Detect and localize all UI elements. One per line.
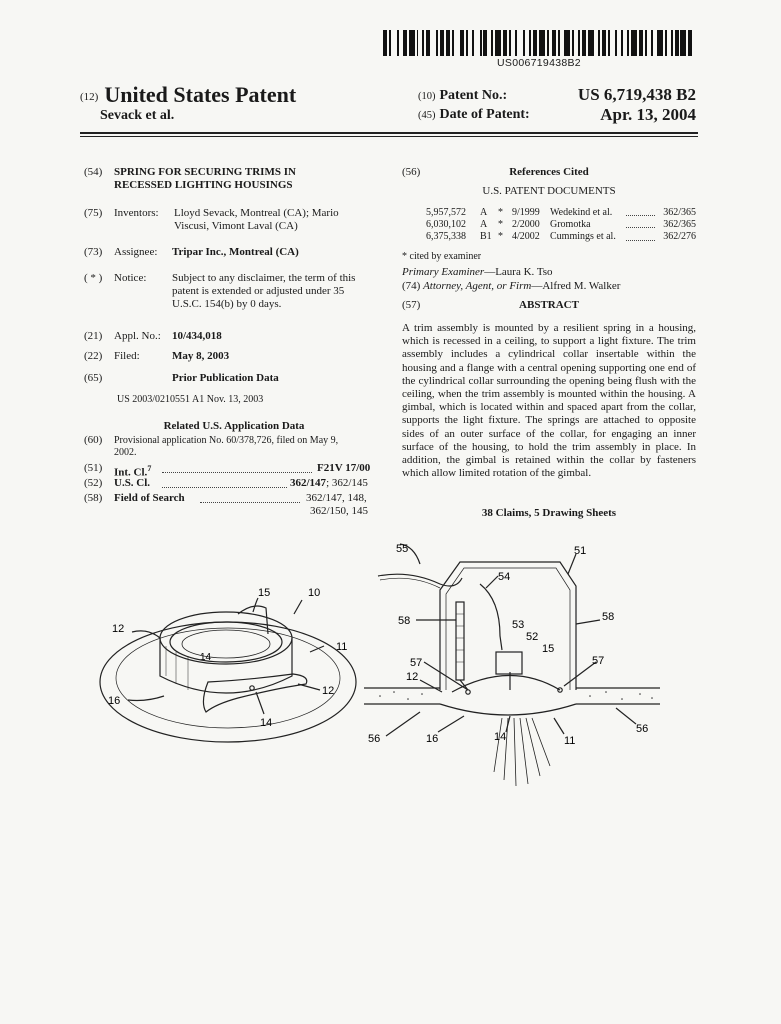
reference-number: 5,957,572 (426, 207, 466, 218)
inid-code-56: (56) (402, 166, 421, 178)
label-14-lower: 14 (260, 717, 273, 729)
int-cl-value: F21V 17/00 (317, 462, 371, 474)
date-of-patent: Apr. 13, 2004 (600, 105, 696, 124)
cited-by-examiner-note: * cited by examiner (402, 251, 482, 262)
label-51: 51 (574, 545, 587, 557)
leader-dots (162, 477, 287, 488)
leader-58-right (576, 620, 600, 624)
reference-date: 4/2002 (512, 231, 540, 243)
us-patent-documents-heading: U.S. PATENT DOCUMENTS (482, 185, 616, 197)
label-56-right: 56 (636, 723, 649, 735)
header-rule-thin (80, 136, 698, 137)
leader-12b (298, 684, 320, 690)
label-57-right: 57 (592, 655, 605, 667)
leader-dots (626, 219, 655, 228)
label-14: 14 (494, 731, 507, 743)
lamp-socket (496, 652, 522, 674)
attorney-agent: (74) Attorney, Agent, or Firm—Alfred M. Walker (402, 280, 621, 292)
label-12-lower: 12 (322, 685, 335, 697)
inventors-line1: Lloyd Sevack, Montreal (CA); Mario (174, 207, 339, 219)
assignee: Tripar Inc., Montreal (CA) (172, 246, 299, 258)
label-12: 12 (112, 623, 125, 635)
field-of-search-line1: 362/147, 148, (306, 492, 367, 504)
leader-15 (253, 598, 258, 612)
reference-class: 362/365 (663, 207, 696, 218)
leader-16 (438, 716, 464, 732)
label-58-right: 58 (602, 611, 615, 623)
us-cl-secondary: ; 362/145 (326, 477, 368, 489)
reference-class: 362/276 (663, 231, 696, 243)
label-15: 15 (542, 643, 555, 655)
invention-title-line2: RECESSED LIGHTING HOUSINGS (114, 179, 293, 191)
fastener-hole (250, 686, 254, 690)
flange-inner-edge (116, 628, 340, 728)
label-14: 14 (200, 652, 212, 663)
reference-number: 6,030,102 (426, 219, 466, 231)
wire-54 (480, 584, 502, 650)
reference-class: 362/365 (663, 219, 696, 231)
collar-wall (160, 638, 292, 693)
housing-section-figure (360, 540, 670, 830)
label-57-left: 57 (410, 657, 423, 669)
leader-11 (554, 718, 564, 734)
leader-51 (568, 554, 576, 574)
notice-line2: patent is extended or adjusted under 35 (172, 285, 345, 297)
leader-12 (420, 680, 442, 692)
invention-title-line1: SPRING FOR SECURING TRIMS IN (114, 166, 296, 178)
label-16: 16 (108, 695, 121, 707)
leader-56-right (616, 708, 636, 724)
leader-14b (256, 692, 264, 714)
field-of-search-line2: 362/150, 145 (310, 505, 369, 517)
leader-16 (128, 696, 164, 701)
patent-title-heading (80, 82, 296, 108)
label-52: 52 (526, 631, 539, 643)
references-heading: References Cited (509, 166, 589, 178)
reference-row (426, 231, 696, 243)
reference-star: * (498, 231, 503, 243)
label-11: 11 (336, 641, 348, 653)
prior-publication: US 2003/0210551 A1 Nov. 13, 2003 (117, 394, 264, 405)
label-58-left: 58 (398, 615, 411, 627)
filing-date: May 8, 2003 (172, 350, 230, 362)
inventors-line2: Viscusi, Vimont Laval (CA) (174, 220, 298, 232)
reference-row (426, 219, 696, 231)
label-15: 15 (258, 587, 271, 599)
reference-star: * (498, 219, 503, 231)
leader-10 (294, 600, 302, 614)
inid-code-12: (12) (80, 91, 99, 103)
date-of-patent-label: (45) Date of Patent: (418, 107, 530, 122)
related-application-heading: Related U.S. Application Data (163, 420, 305, 432)
reference-number: 6,375,338 (426, 231, 466, 243)
inventors-short: Sevack et al. (100, 108, 175, 123)
label-53: 53 (512, 619, 525, 631)
primary-examiner: Primary Examiner—Laura K. Tso (402, 266, 553, 278)
reference-kind: B1 (480, 231, 492, 243)
reference-date: 2/2000 (512, 219, 540, 231)
label-10: 10 (308, 587, 321, 599)
collar-top-outer (160, 612, 292, 664)
label-56-left: 56 (368, 733, 381, 745)
us-cl-primary: 362/147 (290, 477, 327, 489)
document-type: United States Patent (104, 82, 297, 107)
leader-56-left (386, 712, 420, 736)
barcode-bar (692, 30, 694, 56)
barcode-number: US006719438B2 (497, 57, 581, 69)
patent-number-label: (10) Patent No.: (418, 88, 508, 103)
housing-inner (446, 568, 570, 690)
abstract-text: A trim assembly is mounted by a resilient spring in a housing, which is recessed in a ceiling, to support a light fixture. The trim assembly includes a cylindrical collar insertable within the housing and a flange with a central opening supporting one end of the cylindrical collar surrounding the opening being flush with the ceiling, when the trim assembly is mounted within the housing. A gimbal, which is located within and spaced apart from the collar, supports the light fixture. The springs are attached to opposite sides of an outer surface of the collar, for engaging an inner surface of the housing, to hold the trim assembly in place. In addition, the gimbal is retained within the collar by fasteners which allow limited rotation of the gimbal. (402, 322, 696, 480)
header-rule (80, 132, 698, 134)
inid-code-57: (57) (402, 299, 421, 311)
light-rays (494, 718, 550, 786)
trim-assembly-figure (88, 580, 368, 750)
leader-dots (626, 231, 655, 240)
leader-54 (486, 576, 498, 588)
reference-row (426, 207, 696, 219)
trim-flange (440, 704, 576, 715)
notice-line3: U.S.C. 154(b) by 0 days. (172, 298, 282, 310)
barcode (383, 30, 695, 56)
references-list (426, 207, 696, 244)
label-54: 54 (498, 571, 511, 583)
flange-outline (100, 622, 356, 742)
reference-kind: A (480, 207, 488, 218)
reference-kind: A (480, 219, 488, 231)
leader-dots (200, 492, 300, 503)
reference-name: Gromotka (550, 219, 591, 231)
patent-number: US 6,719,438 B2 (577, 85, 696, 104)
notice-line1: Subject to any disclaimer, the term of this (172, 272, 356, 284)
reference-star: * (498, 207, 503, 218)
reference-name: Wedekind et al. (550, 207, 613, 218)
application-number: 10/434,018 (172, 330, 222, 342)
leader-dots (626, 207, 655, 216)
label-55: 55 (396, 543, 409, 555)
reference-date: 9/1999 (512, 207, 540, 218)
abstract-heading: ABSTRACT (519, 299, 579, 311)
label-16: 16 (426, 733, 439, 745)
provisional-line1: Provisional application No. 60/378,726, filed on May 9, (114, 435, 339, 446)
claims-count: 38 Claims, 5 Drawing Sheets (481, 507, 617, 519)
provisional-line2: 2002. (114, 447, 137, 458)
collar-opening (182, 630, 270, 658)
leader-dots (162, 462, 312, 473)
prior-publication-heading: Prior Publication Data (172, 372, 279, 384)
label-11: 11 (564, 735, 576, 747)
fastener-57-left (466, 690, 470, 694)
reference-name: Cummings et al. (550, 231, 616, 243)
label-12: 12 (406, 671, 419, 683)
